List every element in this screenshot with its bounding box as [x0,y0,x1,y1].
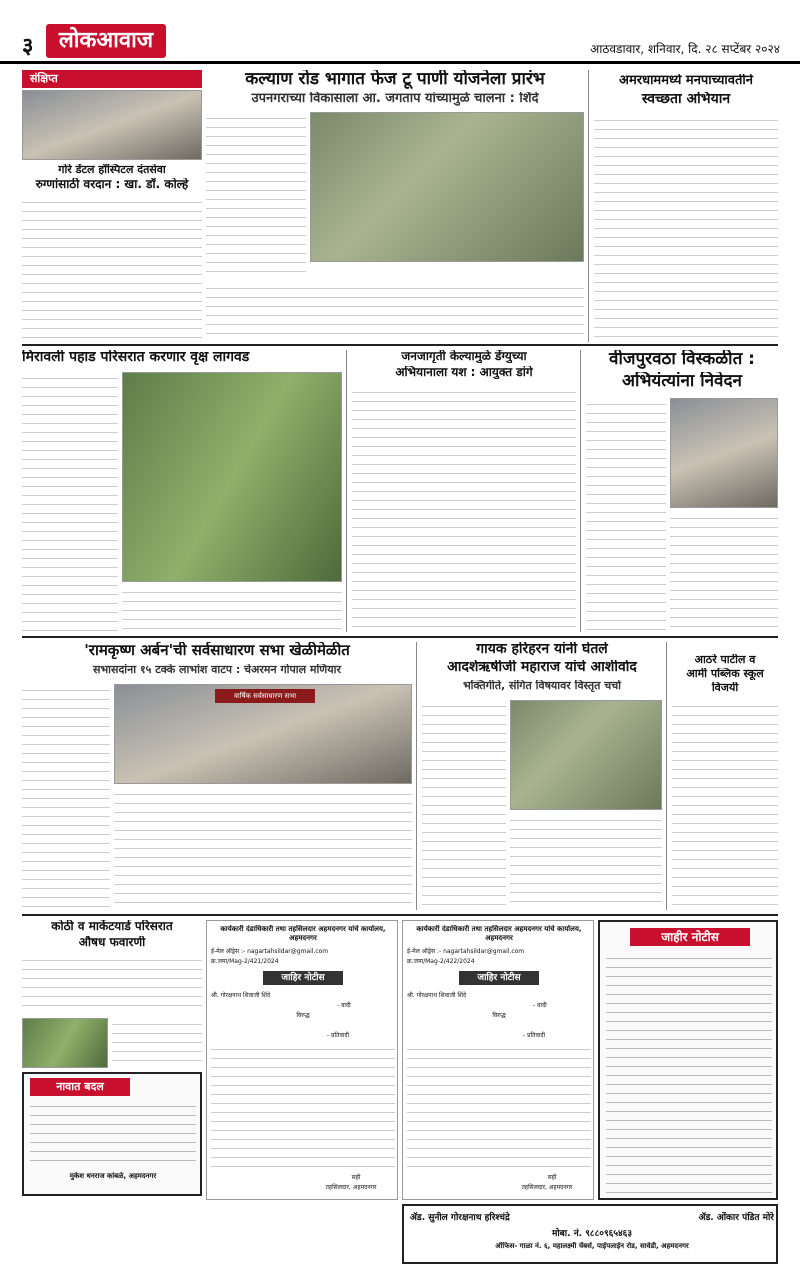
notice-2-signer: तहसिलदार, अहमदनगर [521,1184,573,1191]
notice-1-header: कार्यकारी दंडाधिकारी तथा तहसिलदार अहमदनगर यांचे कार्यालय, अहमदनगर [220,925,386,942]
singer-body [422,700,506,910]
school-headline-1: आठरे पाटील व [694,654,756,666]
notice-1-case: क्र.जमा/Mag-2/421/2024 [211,958,279,965]
ramkrishna-body-2 [114,788,412,910]
notice-1-title: जाहिर नोटीस [263,971,343,985]
notice-1-applicant: श्री. गोरक्षनाथ शिवाजी शिंदे [211,992,271,999]
brief-body [22,196,202,340]
singer-subhead: भक्तिगीते, संगित विषयावर विस्तृत चर्चा [462,680,622,692]
newspaper-logo: लोकआवाज [46,24,166,58]
notice-2-header: कार्यकारी दंडाधिकारी तथा तहसिलदार अहमदनगर यांचे कार्यालय, अहमदनगर [416,925,582,942]
notice-2-sign: सही [547,1174,557,1181]
dental-photo [22,90,202,160]
notice-2 [402,920,594,1200]
notice-2-vs: विरुद्ध [492,1012,506,1019]
column-divider [416,642,417,910]
page-number: ३ [22,34,34,59]
main-photo [310,112,584,262]
spray-headline-1: कोठी व मार्केटयार्ड परिसरात [51,920,173,933]
name-change-footer: मुकेश धनराज कांबळे, अहमदनगर [69,1172,157,1180]
notice-1-sign: सही [351,1174,361,1181]
tree-body-2 [122,586,342,632]
notice-2-case: क्र.जमा/Mag-2/422/2024 [407,958,475,965]
dengue-headline-2: अभियानाला यश : आयुक्त डांगे [395,366,533,379]
notice-2-applicant: श्री. गोरक्षनाथ शिवाजी शिंदे [407,992,467,999]
advocate-left: ॲड. सुनील गोरक्षनाथ हरिश्चंद्रे [410,1213,510,1223]
power-body [586,398,666,632]
notice-1-respondent: - प्रतिवादी [327,1032,350,1039]
clean-body [594,114,778,340]
school-headline-3: विजयी [711,682,739,694]
ramkrishna-photo [114,684,412,784]
clean-headline-1: अमरधाममध्ये मनपाच्यावतीने [619,74,753,88]
power-headline-1: वीजपुरवठा विस्कळीत : [609,350,755,369]
notice-1 [206,920,398,1200]
school-headline-2: आर्मी पब्लिक स्कूल [686,668,764,680]
notice-1-vs: विरुद्ध [296,1012,310,1019]
ramkrishna-subhead: सभासदांना १५ टक्के लाभांश वाटप : चेअरमन गोपाल मणियार [93,664,341,676]
notice-2-respondent: - प्रतिवादी [523,1032,546,1039]
column-divider [580,350,581,632]
main-subhead: उपनगराच्या विकासाला आ. जगताप यांच्यामुळे चालना : शिंदे [251,92,539,106]
spray-photo [22,1018,108,1068]
brief-label: संक्षिप्त [22,70,202,88]
notice-1-plaintiff: - वादी [337,1002,351,1009]
notice-2-title: जाहिर नोटीस [459,971,539,985]
notice-3 [598,920,778,1200]
column-divider [666,642,667,910]
notice-2-plaintiff: - वादी [533,1002,547,1009]
school-body [672,700,778,910]
spray-headline-2: औषध फवारणी [78,936,146,949]
section-rule [22,636,778,638]
ramkrishna-banner: वार्षिक सर्वसाधारण सभा [215,689,315,703]
column-divider [588,70,589,342]
singer-headline-2: आदर्शऋषीजी महाराज यांचे आशीर्वाद [447,660,637,675]
tree-headline: मिरावली पहाड परिसरात करणार वृक्ष लागवड [22,350,250,365]
tree-photo [122,372,342,582]
advocate-phone: मोबा. नं. ९८८०९६५४६३ [551,1229,633,1239]
masthead [0,0,800,64]
notice-2-body [407,1043,591,1169]
notice-3-title: जाहीर नोटीस [630,928,750,946]
ramkrishna-body [22,684,110,910]
column-divider [346,350,347,632]
notice-2-email: ई-मेल ऑड्रेस :- nagartahsildar@gmail.com [407,948,525,955]
advocate-box [402,1204,778,1264]
singer-headline-1: गायक हरिहरन यांनी घेतले [476,642,608,657]
spray-body [22,954,202,1014]
spray-body-2 [112,1018,202,1068]
power-body-2 [670,512,778,632]
main-body-col2 [206,282,584,340]
section-rule [22,914,778,916]
name-change-box [22,1072,202,1196]
main-body-col1 [206,112,306,278]
power-headline-2: अभियंत्यांना निवेदन [622,372,742,391]
notice-1-email: ई-मेल ऑड्रेस :- nagartahsildar@gmail.com [211,948,329,955]
singer-photo [510,700,662,810]
clean-headline-2: स्वच्छता अभियान [641,92,731,107]
name-change-title: नावात बदल [30,1078,130,1096]
section-rule [22,344,778,346]
advocate-office: ऑफिस- गाळा नं. ६, महालक्ष्मी चेंबर्स, पाईपलाईन रोड, सावेडी, अहमदनगर [495,1242,689,1250]
notice-3-body [606,952,772,1196]
notice-1-body [211,1043,395,1169]
power-photo [670,398,778,508]
advocate-right: ॲड. ओंकार पंडित मोरे [698,1213,774,1223]
notice-1-signer: तहसिलदार, अहमदनगर [325,1184,377,1191]
tree-body [22,372,118,632]
main-headline: कल्याण रोड भागात फेज टू पाणी योजनेला प्रारंभ [245,70,545,89]
ramkrishna-headline: 'रामकृष्ण अर्बन'ची सर्वसाधारण सभा खेळीमेळीत [84,642,350,659]
dengue-body [352,386,576,632]
singer-body-2 [510,814,662,910]
name-change-body [30,1100,196,1166]
dateline: आठवडावार, शनिवार, दि. २८ सप्टेंबर २०२४ [590,42,780,56]
brief-headline-2: रुग्णांसाठी वरदान : खा. डॉ. कोल्हे [35,178,189,191]
dengue-headline-1: जनजागृती केल्यामुळे डेंग्युच्या [401,350,527,363]
brief-headline-1: गोरे डेंटल हॉस्पिटल दंतसेवा [58,164,166,176]
